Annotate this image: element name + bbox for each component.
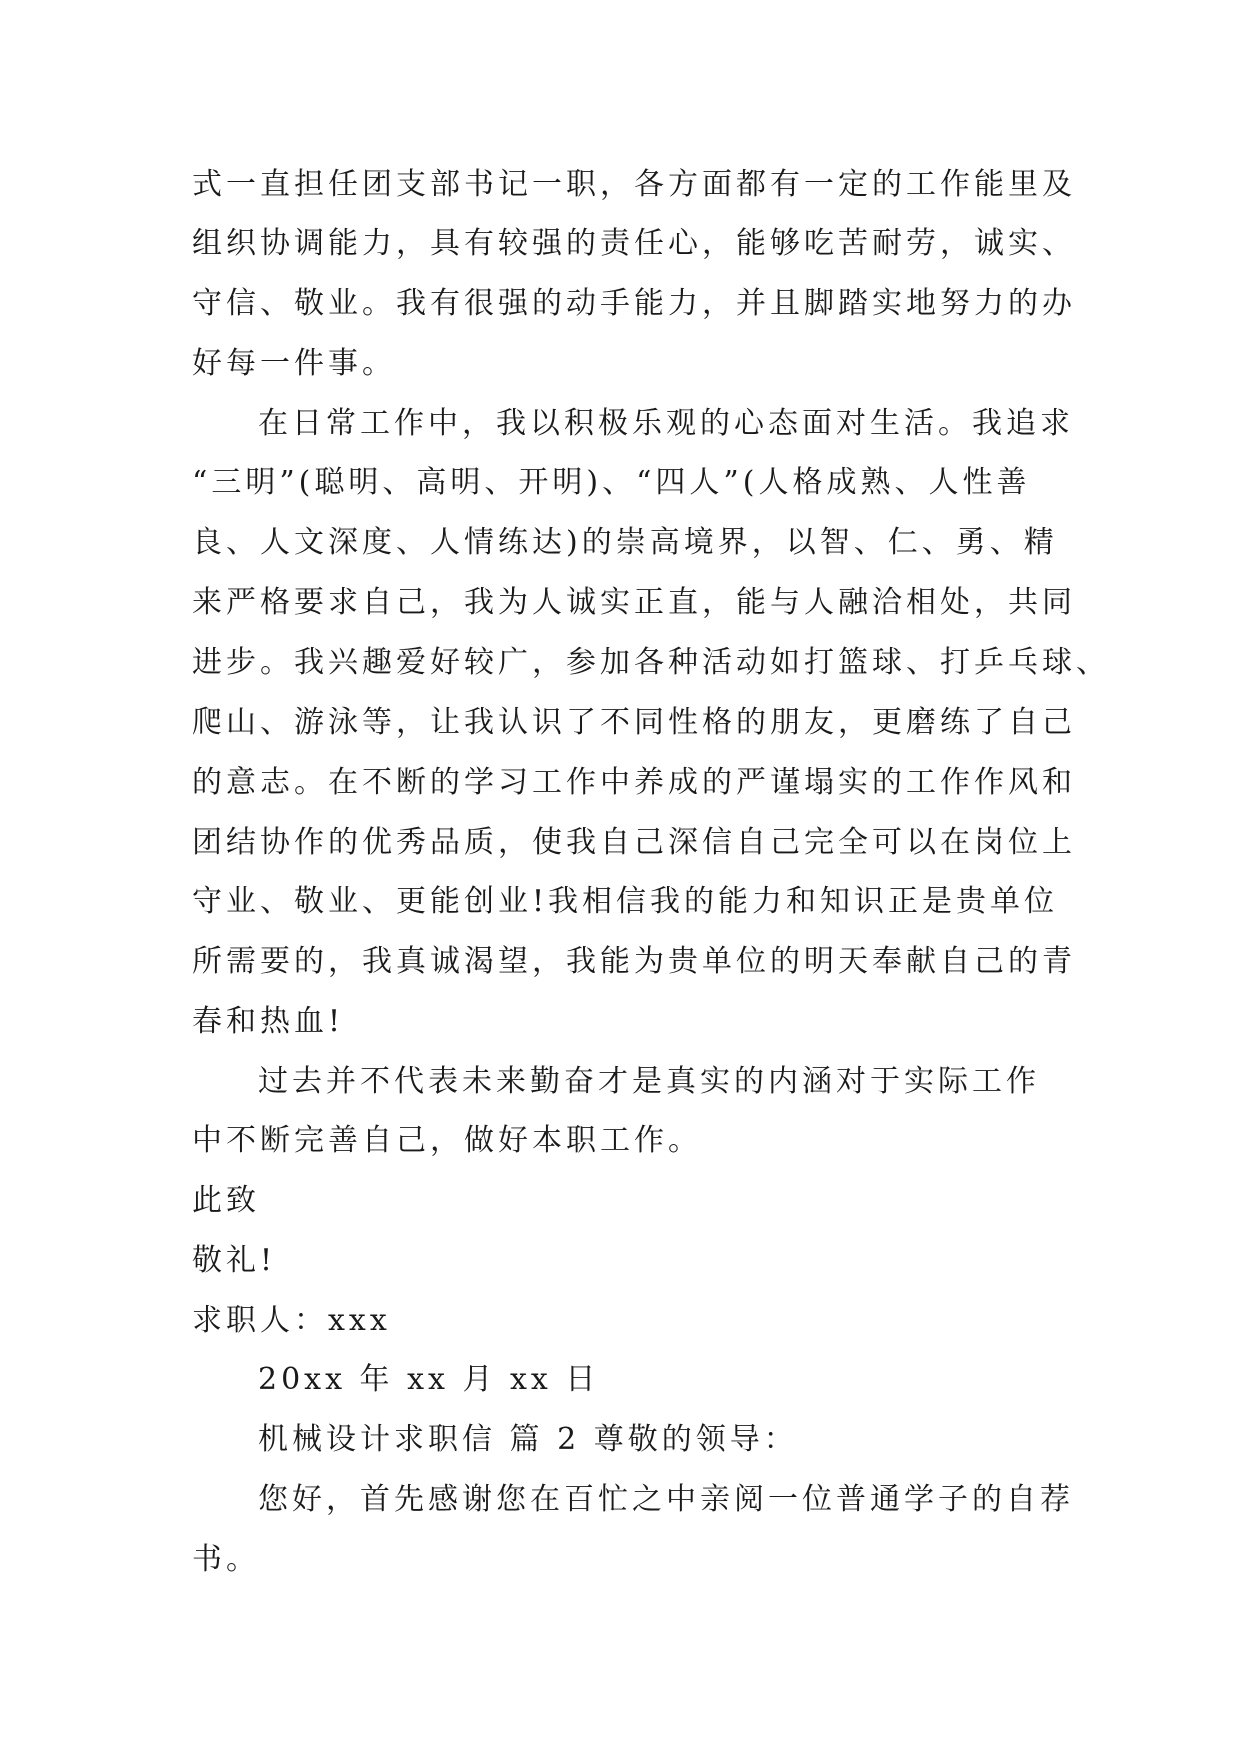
body-line: 进步。我兴趣爱好较广，参加各种活动如打篮球、打乒乓球、 [192,645,1110,680]
body-line: 中不断完善自己，做好本职工作。 [192,1123,702,1158]
body-line: 守业、敬业、更能创业!我相信我的能力和知识正是贵单位 [192,884,1059,919]
body-line: 来严格要求自己，我为人诚实正直，能与人融洽相处，共同 [192,585,1076,620]
body-line: 好每一件事。 [192,346,396,381]
paragraph-start-line: 在日常工作中，我以积极乐观的心态面对生活。我追求 [258,406,1074,441]
body-line: 式一直担任团支部书记一职，各方面都有一定的工作能里及 [192,167,1076,202]
applicant-signature: 求职人：xxx [192,1303,391,1338]
body-line: “三明”(聪明、高明、开明)、“四人”(人格成熟、人性善 [192,465,1031,500]
body-line: 春和热血! [192,1004,345,1039]
body-line: 书。 [192,1542,260,1577]
closing-regards: 敬礼! [192,1243,277,1278]
paragraph-start-line: 您好，首先感谢您在百忙之中亲阅一位普通学子的自荐 [258,1482,1074,1517]
body-line: 团结协作的优秀品质，使我自己深信自己完全可以在岗位上 [192,825,1076,860]
paragraph-start-line: 过去并不代表未来勤奋才是真实的内涵对于实际工作 [258,1064,1040,1099]
body-line: 组织协调能力，具有较强的责任心，能够吃苦耐劳，诚实、 [192,226,1076,261]
body-line: 的意志。在不断的学习工作中养成的严谨塌实的工作作风和 [192,765,1076,800]
section-heading: 机械设计求职信 篇 2 尊敬的领导： [258,1422,798,1457]
body-line: 所需要的，我真诚渴望，我能为贵单位的明天奉献自己的青 [192,944,1076,979]
body-line: 爬山、游泳等，让我认识了不同性格的朋友，更磨练了自己 [192,705,1076,740]
body-line: 守信、敬业。我有很强的动手能力，并且脚踏实地努力的办 [192,286,1076,321]
closing-salutation: 此致 [192,1183,260,1218]
letter-date: 20xx 年 xx 月 xx 日 [258,1362,600,1397]
body-line: 良、人文深度、人情练达)的崇高境界，以智、仁、勇、精 [192,525,1058,560]
